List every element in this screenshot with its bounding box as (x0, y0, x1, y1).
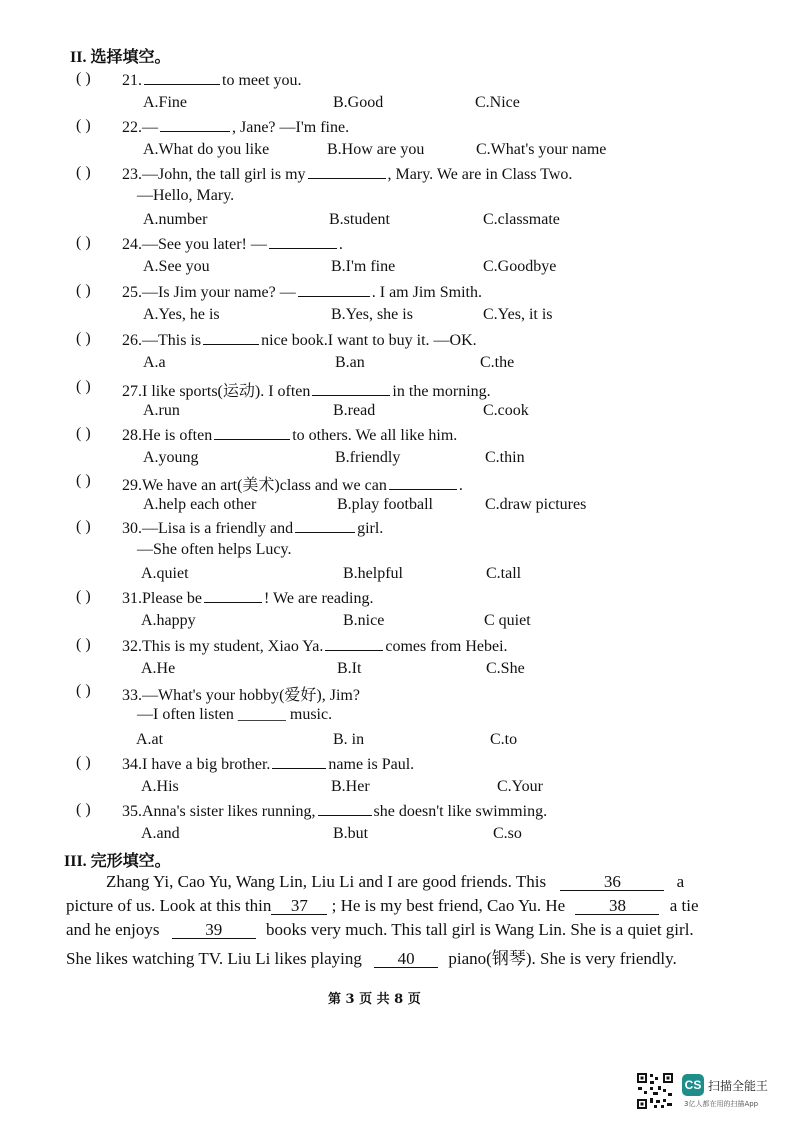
option-32-b: B.It (337, 660, 362, 677)
cloze-blank-39[interactable]: 39 (172, 922, 256, 939)
option-22-a: A.What do you like (143, 141, 270, 158)
question-stem-34 (122, 754, 414, 774)
question-stem-29 (122, 472, 463, 495)
answer-blank[interactable] (308, 164, 386, 179)
question-text: name is Paul. (328, 756, 415, 773)
option-24-c: C.Goodbye (483, 258, 557, 275)
cloze-line-2 (66, 896, 699, 916)
answer-paren-26[interactable]: ( ) (76, 330, 91, 347)
question-text: 33.—What's your hobby(爱好), Jim? (122, 687, 360, 704)
question-text: 34.I have a big brother. (122, 756, 271, 773)
question-stem-32 (122, 636, 508, 656)
answer-blank[interactable] (269, 234, 337, 249)
option-21-b: B.Good (333, 94, 384, 111)
option-21-c: C.Nice (475, 94, 520, 111)
question-text: 35.Anna's sister likes running, (122, 803, 316, 820)
option-33-b: B. in (333, 731, 365, 748)
question-stem-27 (122, 378, 491, 401)
question-text: 25.—Is Jim your name? — (122, 284, 296, 301)
cloze-text: ; He is my best friend, Cao Yu. He (331, 896, 566, 915)
question-stem-31 (122, 588, 373, 608)
answer-blank[interactable] (318, 801, 372, 816)
answer-paren-30[interactable]: ( ) (76, 518, 91, 535)
cloze-blank-40[interactable]: 40 (374, 951, 438, 968)
scanner-app-name: 扫描全能王 (708, 1079, 769, 1093)
answer-blank[interactable] (298, 282, 370, 297)
cloze-text: a (676, 872, 685, 891)
option-26-c: C.the (480, 354, 515, 371)
question-continuation-30: —She often helps Lucy. (137, 541, 292, 558)
question-stem-28 (122, 425, 457, 445)
cloze-blank-38[interactable]: 38 (575, 898, 659, 915)
question-text: girl. (357, 520, 384, 537)
cloze-text: books very much. This tall girl is Wang Lin. She is a quiet girl. (265, 920, 694, 939)
option-25-c: C.Yes, it is (483, 306, 553, 323)
question-text: 28.He is often (122, 427, 213, 444)
question-stem-21 (122, 70, 302, 90)
question-text: 29.We have an art(美术)class and we can (122, 477, 387, 494)
answer-paren-33[interactable]: ( ) (76, 682, 91, 699)
option-30-c: C.tall (486, 565, 522, 582)
option-35-c: C.so (493, 825, 522, 842)
question-text: 26.—This is (122, 332, 202, 349)
question-stem-30 (122, 518, 383, 538)
answer-blank[interactable] (312, 381, 390, 396)
option-34-b: B.Her (331, 778, 370, 795)
answer-paren-35[interactable]: ( ) (76, 801, 91, 818)
cloze-blank-36[interactable]: 36 (560, 874, 664, 891)
answer-paren-28[interactable]: ( ) (76, 425, 91, 442)
question-text: 24.—See you later! — (122, 236, 267, 253)
cloze-line-3 (66, 920, 694, 940)
option-22-b: B.How are you (327, 141, 425, 158)
question-continuation-23: —Hello, Mary. (137, 187, 235, 204)
question-text: . I am Jim Smith. (371, 284, 482, 301)
option-23-b: B.student (329, 211, 390, 228)
question-text: . (338, 236, 343, 253)
question-stem-33 (122, 682, 360, 705)
answer-blank[interactable] (214, 425, 290, 440)
answer-blank[interactable] (325, 636, 383, 651)
option-35-b: B.but (333, 825, 369, 842)
option-29-b: B.play football (337, 496, 433, 513)
cloze-line-4 (66, 944, 677, 969)
answer-blank[interactable] (272, 754, 326, 769)
option-30-b: B.helpful (343, 565, 403, 582)
option-25-a: A.Yes, he is (143, 306, 220, 323)
answer-paren-25[interactable]: ( ) (76, 282, 91, 299)
section-2-title: II. 选择填空。 (70, 49, 171, 66)
question-continuation-33: —I often listen ______ music. (137, 706, 333, 723)
section-3-title: III. 完形填空。 (64, 853, 171, 870)
cloze-text: a tie (669, 896, 699, 915)
option-34-a: A.His (141, 778, 179, 795)
cloze-text: Zhang Yi, Cao Yu, Wang Lin, Liu Li and I are good friends. This (106, 872, 547, 891)
answer-paren-23[interactable]: ( ) (76, 164, 91, 181)
question-text: ! We are reading. (263, 590, 374, 607)
question-text: nice book.I want to buy it. —OK. (261, 332, 477, 349)
answer-blank[interactable] (160, 117, 230, 132)
question-text: 23.—John, the tall girl is my (122, 166, 306, 183)
cloze-text: and he enjoys (66, 920, 160, 939)
option-26-a: A.a (143, 354, 166, 371)
question-stem-23 (122, 164, 572, 184)
question-text: 30.—Lisa is a friendly and (122, 520, 294, 537)
option-26-b: B.an (335, 354, 365, 371)
option-27-b: B.read (333, 402, 376, 419)
option-31-b: B.nice (343, 612, 385, 629)
option-34-c: C.Your (497, 778, 543, 795)
option-32-a: A.He (141, 660, 176, 677)
option-31-a: A.happy (141, 612, 196, 629)
answer-blank[interactable] (295, 518, 355, 533)
answer-paren-27[interactable]: ( ) (76, 378, 91, 395)
option-21-a: A.Fine (143, 94, 187, 111)
cloze-blank-37[interactable]: 37 (271, 898, 327, 915)
answer-paren-31[interactable]: ( ) (76, 588, 91, 605)
option-29-a: A.help each other (143, 496, 257, 513)
question-stem-24 (122, 234, 343, 254)
question-stem-35 (122, 801, 547, 821)
answer-blank[interactable] (204, 588, 262, 603)
option-28-b: B.friendly (335, 449, 401, 466)
option-23-c: C.classmate (483, 211, 560, 228)
question-stem-25 (122, 282, 482, 302)
cloze-text: picture of us. Look at this thin (66, 896, 272, 915)
option-23-a: A.number (143, 211, 208, 228)
option-22-c: C.What's your name (476, 141, 607, 158)
answer-paren-21[interactable]: ( ) (76, 70, 91, 87)
answer-blank[interactable] (144, 70, 220, 85)
question-text: 32.This is my student, Xiao Ya. (122, 638, 324, 655)
option-35-a: A.and (141, 825, 180, 842)
question-text: 27.I like sports(运动). I often (122, 383, 311, 400)
answer-paren-24[interactable]: ( ) (76, 234, 91, 251)
option-28-a: A.young (143, 449, 199, 466)
question-text: 22.— (122, 119, 158, 136)
option-29-c: C.draw pictures (485, 496, 587, 513)
cloze-text: piano(钢琴). She is very friendly. (448, 949, 677, 968)
answer-paren-34[interactable]: ( ) (76, 754, 91, 771)
question-text: she doesn't like swimming. (373, 803, 548, 820)
option-30-a: A.quiet (141, 565, 189, 582)
question-text: to meet you. (222, 72, 302, 89)
option-28-c: C.thin (485, 449, 525, 466)
option-33-c: C.to (490, 731, 518, 748)
option-33-a: A.at (136, 731, 164, 748)
question-text: 31.Please be (122, 590, 202, 607)
scanner-app-tagline: 3亿人都在用的扫描App (684, 1100, 759, 1108)
question-text: 21. (122, 72, 142, 89)
option-27-c: C.cook (483, 402, 529, 419)
option-24-a: A.See you (143, 258, 210, 275)
question-text: in the morning. (392, 383, 491, 400)
option-25-b: B.Yes, she is (331, 306, 413, 323)
question-text: comes from Hebei. (385, 638, 508, 655)
answer-paren-32[interactable]: ( ) (76, 636, 91, 653)
question-stem-26 (122, 330, 477, 350)
answer-blank[interactable] (389, 475, 457, 490)
cloze-text: She likes watching TV. Liu Li likes playing (66, 949, 362, 968)
question-text: . (458, 477, 463, 494)
answer-paren-22[interactable]: ( ) (76, 117, 91, 134)
option-27-a: A.run (143, 402, 180, 419)
answer-paren-29[interactable]: ( ) (76, 472, 91, 489)
option-24-b: B.I'm fine (331, 258, 396, 275)
camscanner-logo-icon: CS (682, 1074, 704, 1096)
answer-blank[interactable] (203, 330, 259, 345)
question-text: , Jane? —I'm fine. (232, 119, 350, 136)
qr-code-icon (636, 1072, 674, 1110)
question-stem-22 (122, 117, 349, 137)
page-number: 第 3 页 共 8 页 (328, 992, 421, 1007)
option-31-c: C quiet (484, 612, 531, 629)
question-text: , Mary. We are in Class Two. (387, 166, 573, 183)
option-32-c: C.She (486, 660, 525, 677)
cloze-line-1 (106, 872, 684, 892)
question-text: to others. We all like him. (292, 427, 458, 444)
